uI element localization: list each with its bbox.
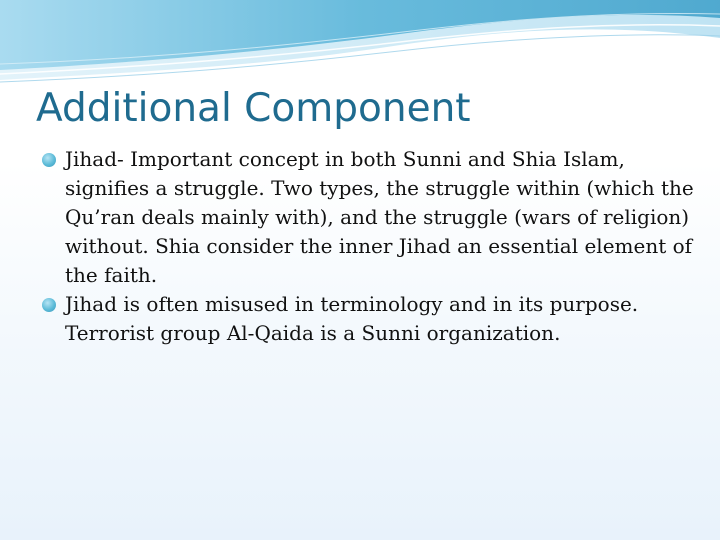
bullet-item (40, 290, 695, 348)
bullet-text: Jihad is often misused in terminology and in its purpose. Terrorist group Al-Qaida is a Sunni organization. (65, 292, 639, 345)
bullet-item (40, 145, 695, 290)
slide-title: Additional Component (36, 86, 471, 131)
wave-decoration (0, 0, 720, 90)
round-bullet-icon (42, 153, 56, 167)
bullet-text: Jihad- Important concept in both Sunni and Shia Islam, signifies a struggle. Two types, the struggle within (which the Qu’ran deals mainly with), and the struggle (wars of religion) without. Shia consider the inner Jihad an essential element of the faith. (65, 147, 694, 287)
round-bullet-icon (42, 298, 56, 312)
bullet-list (40, 145, 695, 348)
